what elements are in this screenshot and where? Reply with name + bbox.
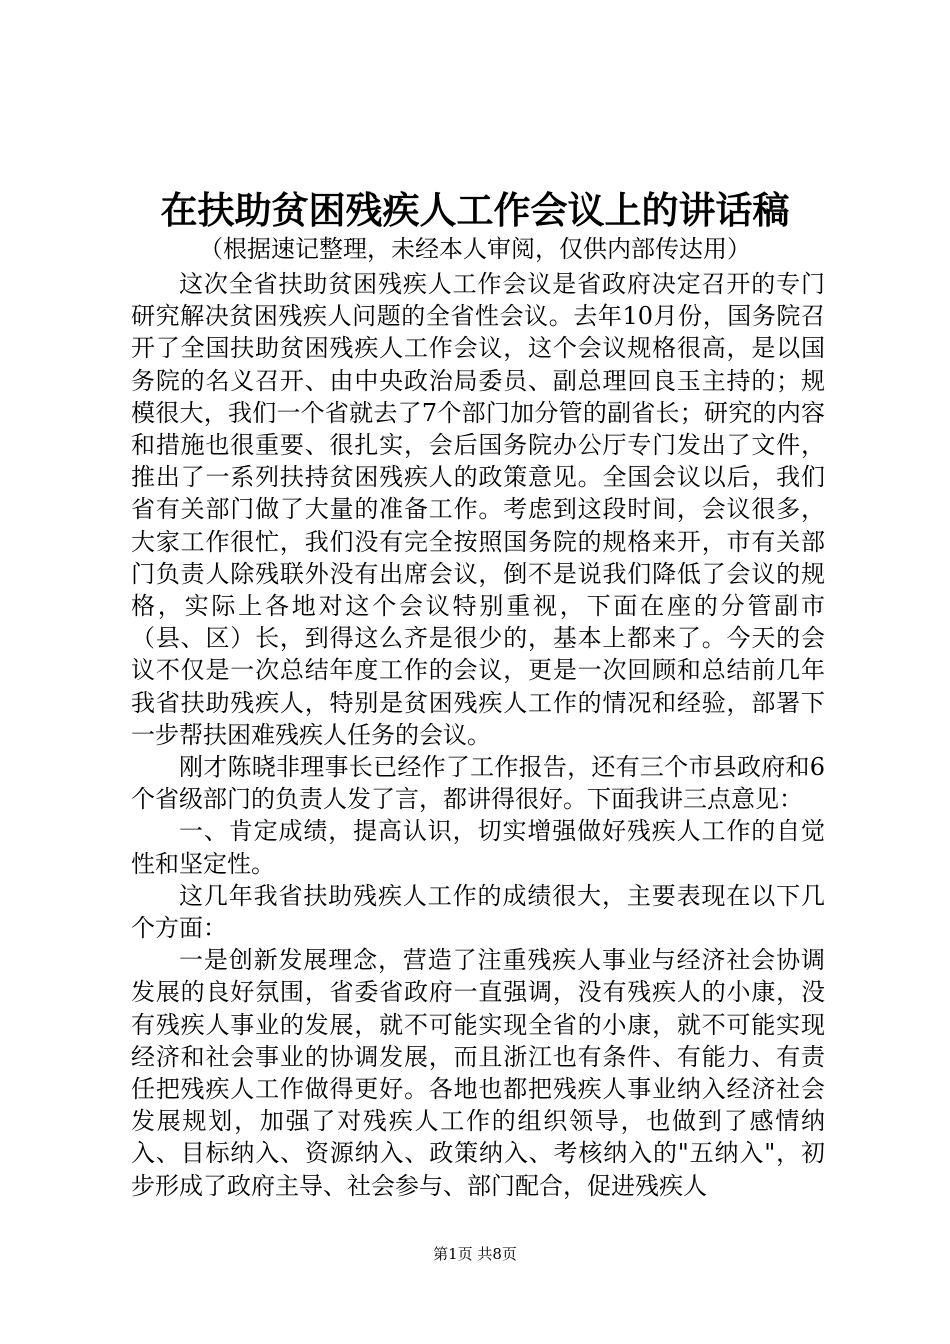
document-body [131,268,825,1202]
paragraph: 一是创新发展理念，营造了注重残疾人事业与经济社会协调发展的良好氛围，省委省政府一直强调，没有残疾人的小康，没有残疾人事业的发展，就不可能实现全省的小康，就不可能实现经济和社会事业的协调发展，而且浙江也有条件、有能力、有责任把残疾人工作做得更好。各地也都把残疾人事业纳入经济社会发展规划，加强了对残疾人工作的组织领导，也做到了感情纳入、目标纳入、资源纳入、政策纳入、考核纳入的"五纳入"，初步形成了政府主导、社会参与、部门配合，促进残疾人 [131,946,825,1200]
paragraph: 这几年我省扶助残疾人工作的成绩很大，主要表现在以下几个方面： [131,881,825,943]
document-subtitle: （根据速记整理，未经本人审阅，仅供内部传达用） [199,235,751,263]
section-heading: 一、肯定成绩，提高认识，切实增强做好残疾人工作的自觉性和坚定性。 [131,817,825,878]
page-number: 第1页 共8页 [433,1245,517,1263]
document-title: 在扶助贫困残疾人工作会议上的讲话稿 [160,188,790,232]
paragraph: 这次全省扶助贫困残疾人工作会议是省政府决定召开的专门研究解决贫困残疾人问题的全省性会议。去年10月份，国务院召开了全国扶助贫困残疾人工作会议，这个会议规格很高，是以国务院的名义召开、由中央政治局委员、副总理回良玉主持的；规模很大，我们一个省就去了7个部门加分管的副省长；研究的内容和措施也很重要、很扎实，会后国务院办公厅专门发出了文件，推出了一系列扶持贫困残疾人的政策意见。全国会议以后，我们省有关部门做了大量的准备工作。考虑到这段时间，会议很多，大家工作很忙，我们没有完全按照国务院的规格来开，市有关部门负责人除残联外没有出席会议，倒不是说我们降低了会议的规格，实际上各地对这个会议特别重视，下面在座的分管副市（县、区）长，到得这么齐是很少的，基本上都来了。今天的会议不仅是一次总结年度工作的会议，更是一次回顾和总结前几年我省扶助残疾人，特别是贫困残疾人工作的情况和经验，部署下一步帮扶困难残疾人任务的会议。 [131,270,825,749]
paragraph: 刚才陈晓非理事长已经作了工作报告，还有三个市县政府和6个省级部门的负责人发了言，都讲得很好。下面我讲三点意见： [131,753,825,814]
